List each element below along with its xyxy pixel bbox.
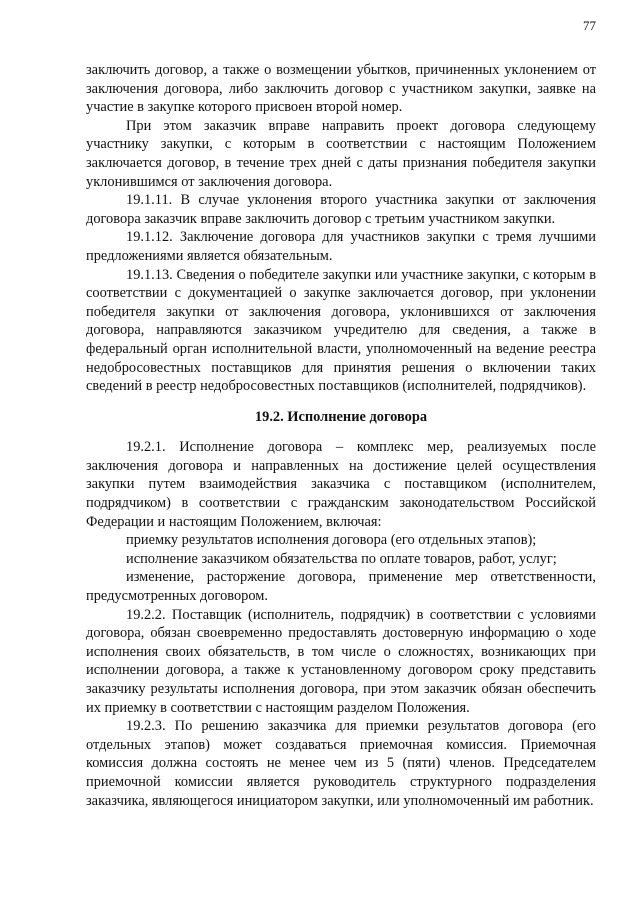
page-number: 77 [583, 18, 596, 33]
clause-19-1-13: 19.1.13. Сведения о победителе закупки или участнике закупки, с которым в соответствии с документацией о закупке заключается договор, при уклонении победителя закупки от заключения договора, уклонившихся от заключения договора, направляются заказчиком учредителю для сведения, а также в федеральный орган исполнительной власти, уполномоченный на ведение реестра недобросовестных поставщиков для принятия решения о включении таких сведений в реестр недобросовестных поставщиков (исполнителей, подрядчиков). [86, 266, 596, 395]
clause-19-2-3: 19.2.3. По решению заказчика для приемки результатов договора (его отдельных этапов) может создаваться приемочная комиссия. Приемочная комиссия должна состоять не менее чем из 5 (пяти) членов. Председателем приемочной комиссии является руководитель структурного подразделения заказчика, являющегося инициатором закупки, или уполномоченный им работник. [86, 718, 596, 809]
clause-19-2-1: 19.2.1. Исполнение договора – комплекс мер, реализуемых после заключения договора и направленных на достижение целей осуществления закупки путем взаимодействия заказчика с поставщиком (исполнителем, подрядчиком) в соответствии с гражданским законодательством Российской Федерации и настоящим Положением, включая: [86, 439, 596, 530]
paragraph-continuation: заключить договор, а также о возмещении убытков, причиненных уклонением от заключения договора, либо заключить договор с участником закупки, заявке на участие в закупке которого присвоен второй номер. [86, 62, 596, 116]
document-body [86, 61, 596, 810]
list-item-payment: исполнение заказчиком обязательства по оплате товаров, работ, услуг; [126, 550, 557, 567]
clause-19-1-11: 19.1.11. В случае уклонения второго участника закупки от заключения договора заказчик вправе заключить договор с третьим участником закупки. [86, 192, 596, 227]
section-heading-19-2: 19.2. Исполнение договора [254, 408, 428, 425]
clause-19-2-2: 19.2.2. Поставщик (исполнитель, подрядчик) в соответствии с условиями договора, обязан своевременно предоставлять достоверную информацию о ходе исполнения своих обязательств, в том числе о сложностях, возникающих при исполнении договора, а также к установленному договором сроку представить заказчику результаты исполнения договора, при этом заказчик обязан обеспечить их приемку в соответствии с настоящим разделом Положения. [86, 606, 596, 716]
list-item-acceptance: приемку результатов исполнения договора (его отдельных этапов); [126, 532, 537, 549]
list-item-change: изменение, расторжение договора, применение мер ответственности, предусмотренных договором. [86, 569, 596, 605]
paragraph-next-participant: При этом заказчик вправе направить проект договора следующему участнику закупки, с которым в соответствии с настоящим Положением заключается договор, в течение трех дней с даты признания победителя закупки уклонившимся от заключения договора. [86, 117, 596, 190]
clause-19-1-12: 19.1.12. Заключение договора для участников закупки с тремя лучшими предложениями является обязательным. [86, 229, 596, 264]
